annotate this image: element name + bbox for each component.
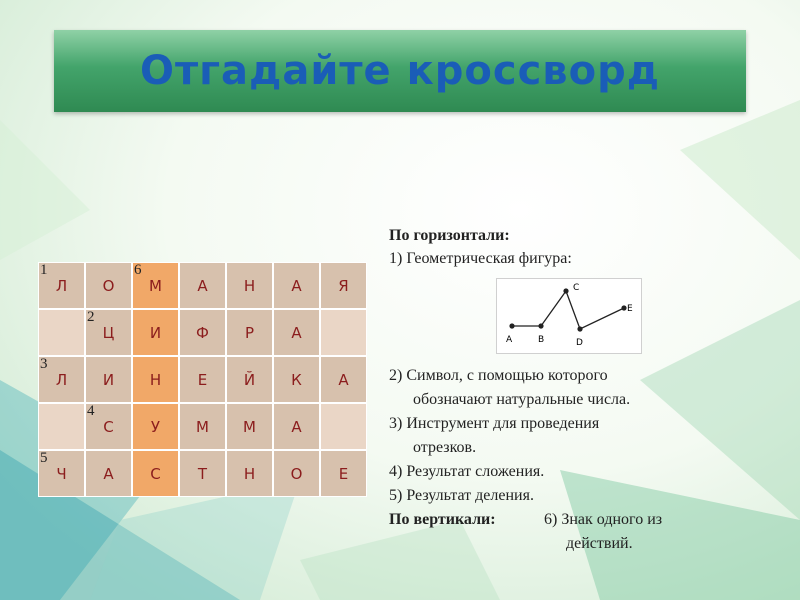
clue-5: 5) Результат деления. xyxy=(389,487,534,504)
crossword-cell xyxy=(320,403,367,450)
crossword-cell: А xyxy=(85,450,132,497)
vertical-heading: По вертикали: xyxy=(389,511,496,528)
crossword-cell: Е xyxy=(320,450,367,497)
geometry-figure xyxy=(496,278,642,354)
crossword-cell: М xyxy=(132,262,179,309)
crossword-cell: И xyxy=(132,309,179,356)
row-number: 5 xyxy=(40,450,48,466)
crossword-cell: У xyxy=(132,403,179,450)
crossword-cell: К xyxy=(273,356,320,403)
clue-6: 6) Знак одного из xyxy=(544,511,663,528)
clue-6-continued: действий. xyxy=(566,535,633,552)
crossword-cell xyxy=(320,309,367,356)
crossword-cell: Ф xyxy=(179,309,226,356)
clue-3: 3) Инструмент для проведения xyxy=(389,415,600,432)
crossword-cell: О xyxy=(273,450,320,497)
crossword-cell: А xyxy=(320,356,367,403)
crossword-cell: М xyxy=(226,403,273,450)
clue-1: 1) Геометрическая фигура: xyxy=(389,250,572,267)
title-banner xyxy=(54,30,746,112)
point-label-c: C xyxy=(573,283,580,293)
crossword-cell: М xyxy=(179,403,226,450)
crossword-cell: О xyxy=(85,262,132,309)
crossword-cell xyxy=(38,309,85,356)
crossword-cell: Ц xyxy=(85,309,132,356)
crossword-cell: Т xyxy=(179,450,226,497)
crossword-cell: Н xyxy=(226,262,273,309)
horizontal-heading: По горизонтали: xyxy=(389,227,510,244)
crossword-cell: Р xyxy=(226,309,273,356)
crossword-cell xyxy=(38,403,85,450)
row-number: 1 xyxy=(40,262,48,278)
row-number: 4 xyxy=(87,403,95,419)
point-label-d: D xyxy=(576,338,583,348)
point-label-b: B xyxy=(538,335,545,345)
crossword-cell: С xyxy=(132,450,179,497)
crossword-cell: Я xyxy=(320,262,367,309)
crossword-cell: Н xyxy=(132,356,179,403)
crossword-cell: Л xyxy=(38,262,85,309)
crossword-cell: Н xyxy=(226,450,273,497)
crossword-cell: А xyxy=(273,262,320,309)
crossword-cell: Й xyxy=(226,356,273,403)
crossword-cell: А xyxy=(273,403,320,450)
clue-3-continued: отрезков. xyxy=(413,439,477,456)
crossword-cell: И xyxy=(85,356,132,403)
row-number: 3 xyxy=(40,356,48,372)
crossword-cell: С xyxy=(85,403,132,450)
page-title: Отгадайте кроссворд xyxy=(139,48,661,94)
clue-2-continued: обозначают натуральные числа. xyxy=(413,391,631,408)
crossword-cell: А xyxy=(179,262,226,309)
broken-line-figure xyxy=(497,279,641,353)
vertical-number: 6 xyxy=(134,262,142,278)
point-label-e: E xyxy=(627,304,633,314)
crossword-cell: Ч xyxy=(38,450,85,497)
crossword-cell: Е xyxy=(179,356,226,403)
crossword-cell: А xyxy=(273,309,320,356)
row-number: 2 xyxy=(87,309,95,325)
crossword-cell: Л xyxy=(38,356,85,403)
point-label-a: A xyxy=(506,335,513,345)
clue-2: 2) Символ, с помощью которого xyxy=(389,367,608,384)
clue-4: 4) Результат сложения. xyxy=(389,463,545,480)
